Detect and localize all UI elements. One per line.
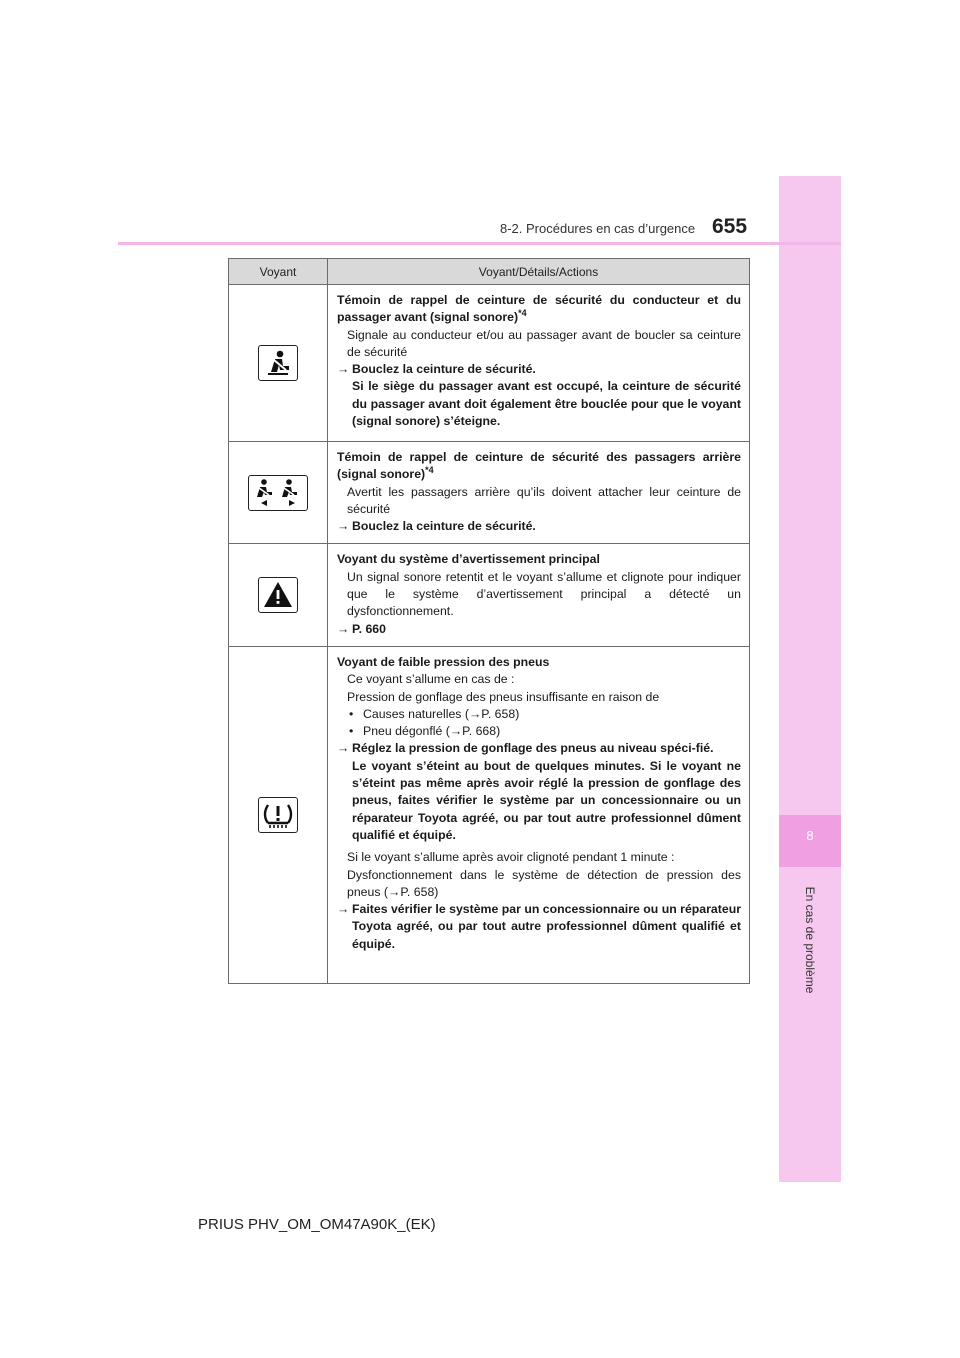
chapter-title: En cas de problème [803,886,817,994]
row-description: Avertit les passagers arrière qu’ils doivent attacher leur ceinture de sécurité [347,484,741,516]
icon-cell [229,646,328,983]
row-line: Ce voyant s’allume en cas de : [347,672,515,687]
icon-cell [229,544,328,646]
row-action: → Bouclez la ceinture de sécurité. [337,362,536,377]
icon-cell [229,442,328,544]
table-header-row [229,259,750,285]
row-title: Témoin de rappel de ceinture de sécurité du conducteur et du passager avant (signal sonore)$^{*4}$ [337,293,741,325]
row-description: Signale au conducteur et/ou au passager avant de boucler sa ceinture de sécurité [347,327,741,359]
row-title: Voyant du système d’avertissement principal [337,552,600,567]
seatbelt-reminder-icon [258,345,298,381]
row-title: Voyant de faible pression des pneus [337,654,550,669]
column-header-details: Voyant/Détails/Actions [328,259,750,285]
details-cell [328,544,750,646]
section-title: 8-2. Procédures en cas d’urgence [500,221,696,236]
document-code-footer: PRIUS PHV_OM_OM47A90K_(EK) [198,1216,436,1233]
rear-seatbelt-reminder-icon [248,475,308,511]
master-warning-icon [258,577,298,613]
details-cell [328,285,750,442]
table-row [229,285,750,442]
icon-cell [229,285,328,442]
row-title: Témoin de rappel de ceinture de sécurité des passagers arrière (signal sonore)$^{*4}$ [337,450,741,482]
header-rule [118,242,841,245]
low-tire-pressure-icon [258,797,298,833]
chapter-number: 8 [806,828,814,843]
row-action: → Faites vérifier le système par un concessionnaire ou un réparateur Toyota agréé, ou par tout autre professionnel dûment qualifié et équipé. [337,902,741,951]
column-header-voyant: Voyant [229,259,328,285]
row-action-note: Le voyant s’éteint au bout de quelques minutes. Si le voyant ne s’éteint pas même après avoir réglé la pression de gonflage des pneus, faites vérifier le système par un concessionnaire ou un réparateur Toyota agréé, ou par tout autre professionnel dûment qualifié et équipé. [352,758,741,842]
row-action: → Bouclez la ceinture de sécurité. [337,519,536,534]
row-line: Pression de gonflage des pneus insuffisante en raison de [347,689,660,704]
warning-lights-table [228,258,750,984]
details-cell [328,646,750,983]
row-line[interactable]: Dysfonctionnement dans le système de détection de pression des pneus (→P. 658) [347,867,741,899]
details-cell [328,442,750,544]
row-action[interactable]: → P. 660 [337,621,386,636]
chapter-side-tab [779,176,841,1182]
row-description: Un signal sonore retentit et le voyant s’allume et clignote pour indiquer que le système d’avertissement principal a détecté un dysfonctionnement. [347,569,741,619]
row-action: → Réglez la pression de gonflage des pneus au niveau spéci-fié. [337,741,714,756]
bullet-item[interactable]: • Causes naturelles (→P. 658) [337,706,741,723]
table-row [229,442,750,544]
table-row [229,646,750,983]
bullet-item[interactable]: • Pneu dégonflé (→P. 668) [337,723,741,740]
table-row [229,544,750,646]
page-number: 655 [712,215,748,238]
row-action-note: Si le siège du passager avant est occupé, la ceinture de sécurité du passager avant doit également être bouclée pour que le voyant (signal sonore) s’éteigne. [352,379,741,429]
row-line: Si le voyant s’allume après avoir clignoté pendant 1 minute : [347,850,675,865]
